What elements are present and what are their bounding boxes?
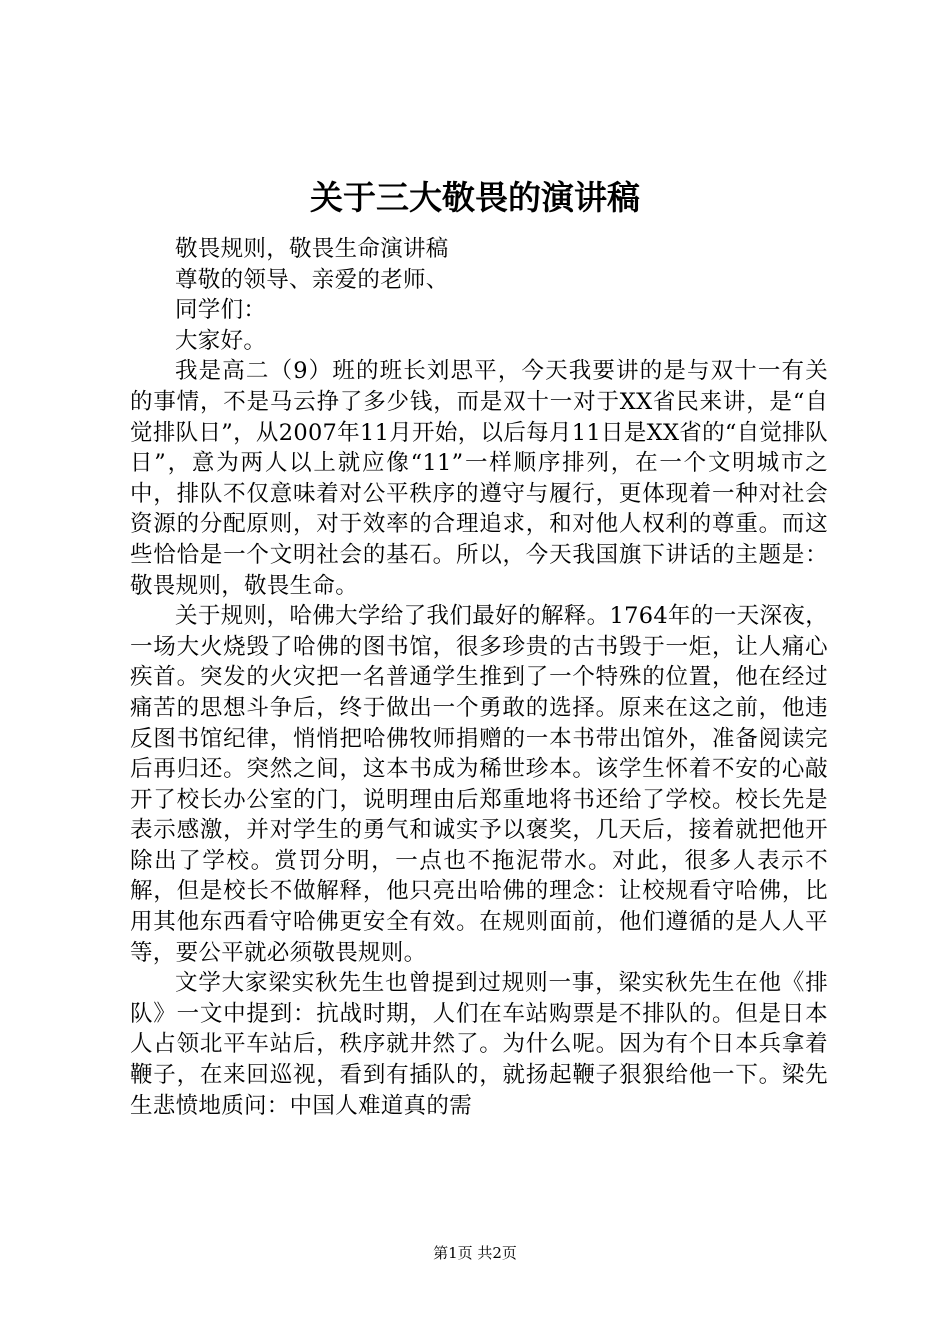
body-paragraph: 文学大家梁实秋先生也曾提到过规则一事，梁实秋先生在他《排队》一文中提到：抗战时期，人们在车站购票是不排队的。但是日本人占领北平车站后，秩序就井然了。为什么呢。因为有个日本兵拿着鞭子，在来回巡视，看到有插队的，就扬起鞭子狠狠给他一下。梁先生悲愤地质问：中国人难道真的需 [130, 970, 828, 1119]
greeting-line: 大家好。 [175, 327, 267, 354]
body-paragraph: 关于规则，哈佛大学给了我们最好的解释。1764年的一天深夜，一场大火烧毁了哈佛的图书馆，很多珍贵的古书毁于一炬，让人痛心疾首。突发的火灾把一名普通学生推到了一个特殊的位置，他在经过痛苦的思想斗争后，终于做出一个勇敢的选择。原来在这之前，他违反图书馆纪律，悄悄把哈佛牧师捐赠的一本书带出馆外，准备阅读完后再归还。突然之间，这本书成为稀世珍本。该学生怀着不安的心敲开了校长办公室的门，说明理由后郑重地将书还给了学校。校长先是表示感激，并对学生的勇气和诚实予以褒奖，几天后，接着就把他开除出了学校。赏罚分明，一点也不拖泥带水。对此，很多人表示不解，但是校长不做解释，他只亮出哈佛的理念：让校规看守哈佛，比用其他东西看守哈佛更安全有效。在规则面前，他们遵循的是人人平等，要公平就必须敬畏规则。 [130, 603, 828, 966]
document-title: 关于三大敬畏的演讲稿 [310, 178, 640, 217]
body-paragraph: 我是高二（9）班的班长刘思平，今天我要讲的是与双十一有关的事情，不是马云挣了多少钱，而是双十一对于XX省民来讲，是“自觉排队日”，从2007年11月开始，以后每月11日是XX省的“自觉排队日”，意为两人以上就应像“11”一样顺序排列，在一个文明城市之中，排队不仅意味着对公平秩序的遵守与履行，更体现着一种对社会资源的分配原则，对于效率的合理追求，和对他人权利的尊重。而这些恰恰是一个文明社会的基石。所以，今天我国旗下讲话的主题是：敬畏规则，敬畏生命。 [130, 358, 828, 599]
page-footer: 第1页 共2页 [433, 1244, 517, 1262]
salutation-line: 同学们： [175, 297, 267, 324]
salutation-line: 尊敬的领导、亲爱的老师、 [175, 266, 449, 293]
subtitle-line: 敬畏规则，敬畏生命演讲稿 [175, 236, 449, 262]
document-body [130, 234, 828, 1121]
